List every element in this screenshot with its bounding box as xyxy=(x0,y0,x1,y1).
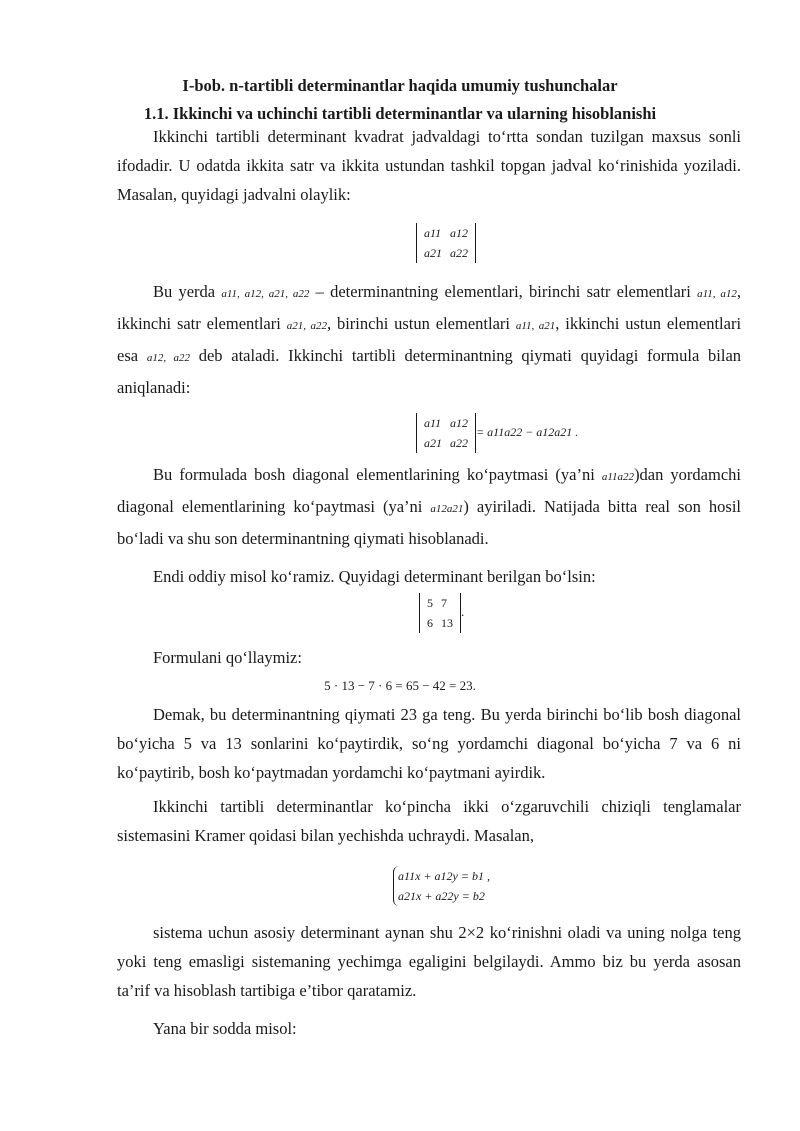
matrix-cell: a12 xyxy=(450,226,468,240)
matrix-cell: a11 xyxy=(424,416,442,430)
determinant-formula: a11 a12 a21 a22 = a11a22 − a12a21 . xyxy=(416,413,578,453)
paragraph-another-example: Yana bir sodda misol: xyxy=(153,1019,297,1038)
chapter-title: I-bob. n-tartibli determinantlar haqida umumiy tushunchalar xyxy=(182,76,618,95)
paragraph-diagonals: Bu formulada bosh diagonal elementlarining ko‘paytmasi (ya’ni a11a22)dan yordamchi diagonal elementlarining ko‘paytmasi (ya’ni a12a21) ayiriladi. Natijada bitta real son hosil bo‘ladi va shu son determinantning qiymati hisoblanadi. xyxy=(117,465,741,548)
paragraph-intro: Ikkinchi tartibli determinant kvadrat jadvaldagi to‘rtta sondan tuzilgan maxsus sonli ifodadir. U odatda ikkita satr va ikkita ustundan tashkil topgan jadval ko‘rinishida yoziladi. Masalan, quyidagi jadvalni olaylik: xyxy=(117,127,741,204)
determinant-general xyxy=(416,223,476,263)
matrix-cell: a22 xyxy=(450,436,468,450)
matrix-cell: 6 xyxy=(427,616,433,630)
matrix-cell: a22 xyxy=(450,246,468,260)
paragraph-system: sistema uchun asosiy determinant aynan shu 2×2 ko‘rinishni oladi va uning nolga teng yoki teng emasligi sistemaning yechimga egaligini belgilaydi. Ammo biz bu yerda asosan ta’rif va hisoblash tartibiga e’tibor qaratamiz. xyxy=(117,923,741,1000)
paragraph-kramer: Ikkinchi tartibli determinantlar ko‘pincha ikki o‘zgaruvchili chiziqli tenglamalar sistemasini Kramer qoidasi bilan yechishda uchraydi. Masalan, xyxy=(117,797,741,845)
matrix-cell: a11 xyxy=(424,226,442,240)
matrix-cell: 7 xyxy=(441,596,447,610)
section-title: 1.1. Ikkinchi va uchinchi tartibli determinantlar va ularning hisoblanishi xyxy=(143,104,657,123)
paragraph-example-intro: Endi oddiy misol ko‘ramiz. Quyidagi determinant berilgan bo‘lsin: xyxy=(153,567,596,586)
matrix-cell: a12 xyxy=(450,416,468,430)
paragraph-apply: Formulani qo‘llaymiz: xyxy=(153,648,302,667)
paragraph-elements: Bu yerda a11, a12, a21, a22 – determinantning elementlari, birinchi satr elementlari a11, a12, ikkinchi satr elementlari a21, a22, birinchi ustun elementlari a11, a21, ikkinchi ustun elementlari esa a12, a22 deb ataladi. Ikkinchi tartibli determinantning qiymati quyidagi formula bilan aniqlanadi: xyxy=(117,282,742,397)
formula-calculation: 5 · 13 − 7 · 6 = 65 − 42 = 23. xyxy=(324,678,476,693)
matrix-row xyxy=(420,433,472,453)
matrix-row xyxy=(420,413,472,433)
matrix-cell: a21 xyxy=(424,436,442,450)
equation-system: a11x + a12y = b1 , a21x + a22y = b2 xyxy=(393,866,490,906)
matrix-row xyxy=(423,593,457,613)
matrix-row xyxy=(423,613,457,633)
matrix-cell: 5 xyxy=(427,596,433,610)
matrix-row xyxy=(420,223,472,243)
paragraph-conclusion: Demak, bu determinantning qiymati 23 ga teng. Bu yerda birinchi bo‘lib bosh diagonal bo‘yicha 5 va 13 sonlarini ko‘paytirdik, so‘ng yordamchi diagonal bo‘yicha 7 va 6 ni ko‘paytirib, bosh ko‘paytmadan yordamchi ko‘paytmani ayirdik. xyxy=(117,705,741,782)
matrix-cell: a21 xyxy=(424,246,442,260)
det1-matrix xyxy=(416,223,476,263)
matrix-row xyxy=(420,243,472,263)
determinant-example: 5 7 6 13 . xyxy=(419,593,464,633)
matrix-cell: 13 xyxy=(441,616,453,630)
